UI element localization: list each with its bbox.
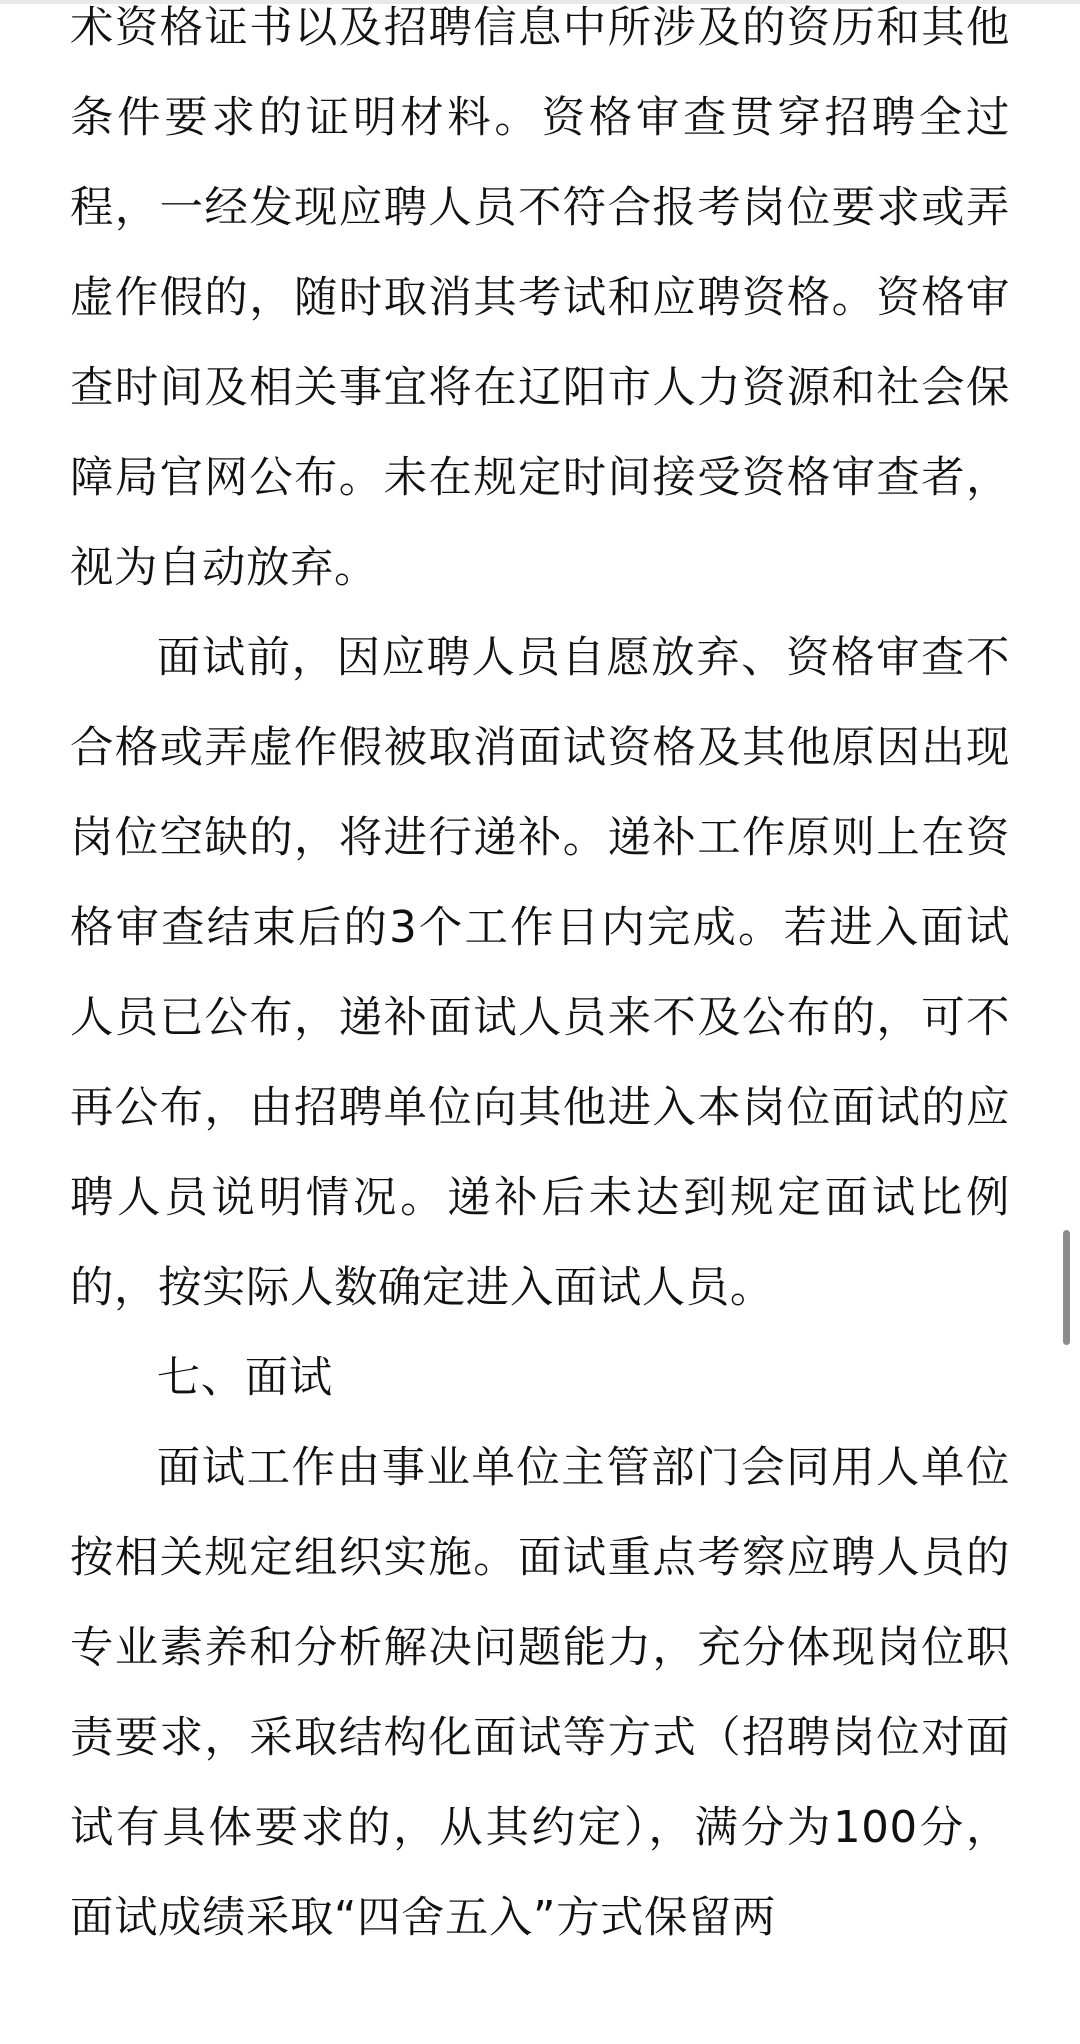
paragraph-interview-details: 面试工作由事业单位主管部门会同用人单位按相关规定组织实施。面试重点考察应聘人员的专业素养和分析解决问题能力，充分体现岗位职责要求，采取结构化面试等方式（招聘岗位对面试有具体要求的，从其约定），满分为100分，面试成绩采取“四舍五入”方式保留两 <box>70 1443 1010 1943</box>
document-body <box>70 0 1010 1963</box>
scrollbar-thumb[interactable] <box>1063 1230 1070 1345</box>
paragraph-vacancy-replacement: 面试前，因应聘人员自愿放弃、资格审查不合格或弄虚作假被取消面试资格及其他原因出现岗位空缺的，将进行递补。递补工作原则上在资格审查结束后的3个工作日内完成。若进入面试人员已公布，递补面试人员来不及公布的，可不再公布，由招聘单位向其他进入本岗位面试的应聘人员说明情况。递补后未达到规定面试比例的，按实际人数确定进入面试人员。 <box>70 633 1010 1313</box>
paragraph-qualification-review: 术资格证书以及招聘信息中所涉及的资历和其他条件要求的证明材料。资格审查贯穿招聘全过程，一经发现应聘人员不符合报考岗位要求或弄虚作假的，随时取消其考试和应聘资格。资格审查时间及相关事宜将在辽阳市人力资源和社会保障局官网公布。未在规定时间接受资格审查者，视为自动放弃。 <box>70 3 1010 593</box>
section-heading-interview: 七、面试 <box>156 1353 333 1403</box>
